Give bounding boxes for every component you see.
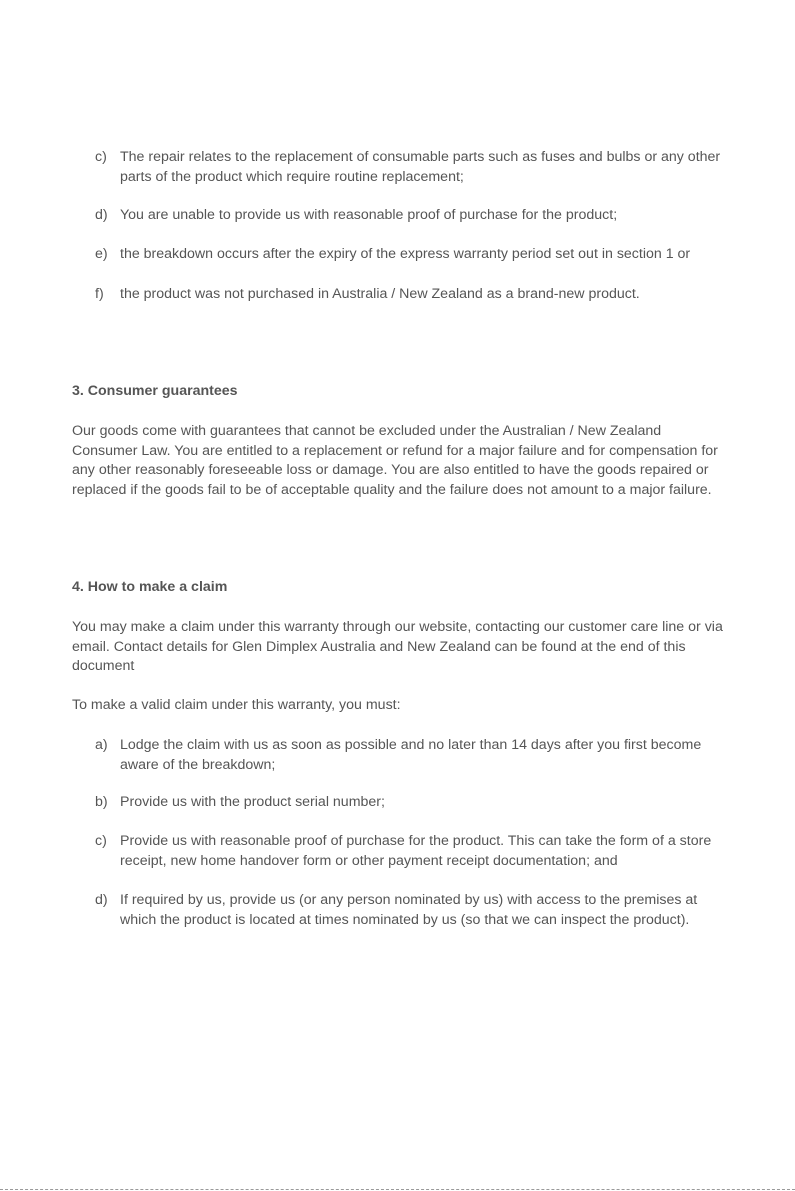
claim-requirement-item-a bbox=[95, 736, 735, 775]
list-item-text: If required by us, provide us (or any person nominated by us) with access to the premises at which the product is located at times nominated by us (so that we can inspect the product). bbox=[120, 892, 698, 928]
how-to-claim-intro-paragraph: You may make a claim under this warranty through our website, contacting our customer care line or via email. Contact details for Glen Dimplex Australia and New Zealand can be found at the end of this document bbox=[72, 619, 723, 674]
list-marker: c) bbox=[95, 833, 107, 849]
exclusion-item-f bbox=[95, 285, 735, 305]
list-item-text: Provide us with the product serial number; bbox=[120, 794, 385, 810]
consumer-guarantees-paragraph: Our goods come with guarantees that cannot be excluded under the Australian / New Zealand Consumer Law. You are entitled to a replacement or refund for a major failure and for compensation for any other reasonably foreseeable loss or damage. You are also entitled to have the goods repaired or replaced if the goods fail to be of acceptable quality and the failure does not amount to a major failure. bbox=[72, 423, 718, 498]
list-item-text: You are unable to provide us with reasonable proof of purchase for the product; bbox=[120, 207, 618, 223]
list-item-text: Lodge the claim with us as soon as possible and no later than 14 days after you first become aware of the breakdown; bbox=[120, 737, 702, 773]
list-marker: a) bbox=[95, 737, 108, 753]
list-marker: f) bbox=[95, 286, 104, 302]
list-item-text: the product was not purchased in Australia / New Zealand as a brand-new product. bbox=[120, 286, 640, 302]
claim-requirements-intro: To make a valid claim under this warranty, you must: bbox=[72, 697, 401, 713]
list-item-text: The repair relates to the replacement of consumable parts such as fuses and bulbs or any other parts of the product which require routine replacement; bbox=[120, 149, 721, 185]
list-item-text: Provide us with reasonable proof of purchase for the product. This can take the form of a store receipt, new home handover form or other payment receipt documentation; and bbox=[120, 833, 712, 869]
exclusion-item-c bbox=[95, 148, 735, 187]
section-heading-how-to-claim: 4. How to make a claim bbox=[72, 579, 228, 595]
list-marker: c) bbox=[95, 149, 107, 165]
claim-requirement-item-b bbox=[95, 793, 735, 813]
list-marker: e) bbox=[95, 246, 108, 262]
list-marker: d) bbox=[95, 892, 108, 908]
list-item-text: the breakdown occurs after the expiry of the express warranty period set out in section 1 or bbox=[120, 246, 691, 262]
page-bottom-divider bbox=[0, 1189, 795, 1190]
list-marker: d) bbox=[95, 207, 108, 223]
list-marker: b) bbox=[95, 794, 108, 810]
claim-requirement-item-c bbox=[95, 832, 735, 871]
claim-requirement-item-d bbox=[95, 891, 735, 930]
exclusion-item-d bbox=[95, 206, 735, 226]
section-heading-consumer-guarantees: 3. Consumer guarantees bbox=[72, 383, 238, 399]
exclusion-item-e bbox=[95, 245, 735, 265]
